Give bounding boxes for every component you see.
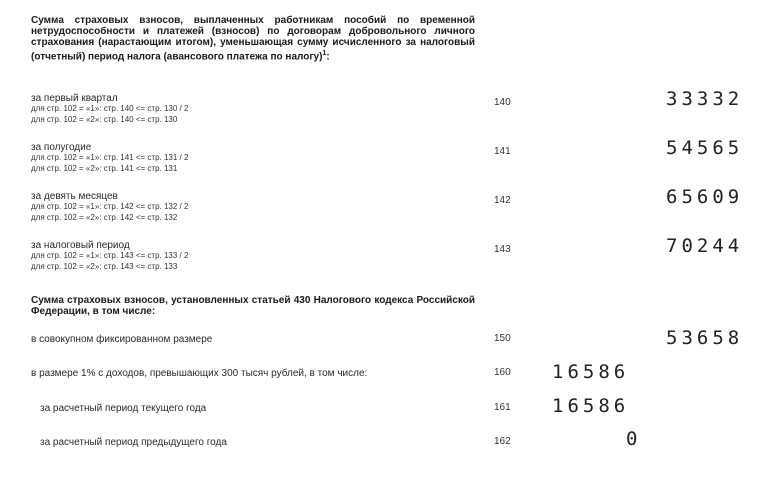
row-143-label: за налоговый период xyxy=(31,240,130,251)
row-162-value: 0 xyxy=(626,428,642,450)
row-142-note1: для стр. 102 = «1»: стр. 142 <= стр. 132 / 2 xyxy=(31,202,189,211)
row-150-value: 53658 xyxy=(666,327,744,349)
row-140-value: 33332 xyxy=(666,88,744,110)
row-141-note1: для стр. 102 = «1»: стр. 141 <= стр. 131 / 2 xyxy=(31,153,189,162)
row-140-note1: для стр. 102 = «1»: стр. 140 <= стр. 130 / 2 xyxy=(31,104,189,113)
row-140-label: за первый квартал xyxy=(31,93,118,104)
row-161-value: 16586 xyxy=(552,395,630,417)
row-150-code: 150 xyxy=(494,333,511,344)
row-142-value: 65609 xyxy=(666,186,744,208)
row-143-code: 143 xyxy=(494,244,511,255)
section1-title: Сумма страховых взносов, выплаченных работникам пособий по временной нетрудоспособности и платежей (взносов) по договорам добровольного личного страхования (нарастающим итогом), уменьшающая сумму исчисленного за налоговый (отчетный) период налога (авансового платежа по налогу)$^1$: xyxy=(31,15,475,63)
row-141-value: 54565 xyxy=(666,137,744,159)
row-160-label: в размере 1% с доходов, превышающих 300 тысяч рублей, в том числе: xyxy=(31,368,368,379)
row-150-label: в совокупном фиксированном размере xyxy=(31,334,213,345)
footnote-mark: 1 xyxy=(322,50,327,57)
section2-title: Сумма страховых взносов, установленных статьей 430 Налогового кодекса Российской Федерации, в том числе: xyxy=(31,295,475,317)
row-160-value: 16586 xyxy=(552,361,630,383)
row-140-note2: для стр. 102 = «2»: стр. 140 <= стр. 130 xyxy=(31,115,178,124)
row-142-label: за девять месяцев xyxy=(31,191,118,202)
row-141-label: за полугодие xyxy=(31,142,92,153)
row-143-note1: для стр. 102 = «1»: стр. 143 <= стр. 133 / 2 xyxy=(31,251,189,260)
row-162-code: 162 xyxy=(494,436,511,447)
row-161-label: за расчетный период текущего года xyxy=(40,403,207,414)
row-141-note2: для стр. 102 = «2»: стр. 141 <= стр. 131 xyxy=(31,164,178,173)
row-141-code: 141 xyxy=(494,146,511,157)
row-161-code: 161 xyxy=(494,402,511,413)
row-160-code: 160 xyxy=(494,367,511,378)
row-162-label: за расчетный период предыдущего года xyxy=(40,437,227,448)
row-143-value: 70244 xyxy=(666,235,744,257)
row-140-code: 140 xyxy=(494,97,511,108)
row-142-note2: для стр. 102 = «2»: стр. 142 <= стр. 132 xyxy=(31,213,178,222)
row-143-note2: для стр. 102 = «2»: стр. 143 <= стр. 133 xyxy=(31,262,178,271)
row-142-code: 142 xyxy=(494,195,511,206)
